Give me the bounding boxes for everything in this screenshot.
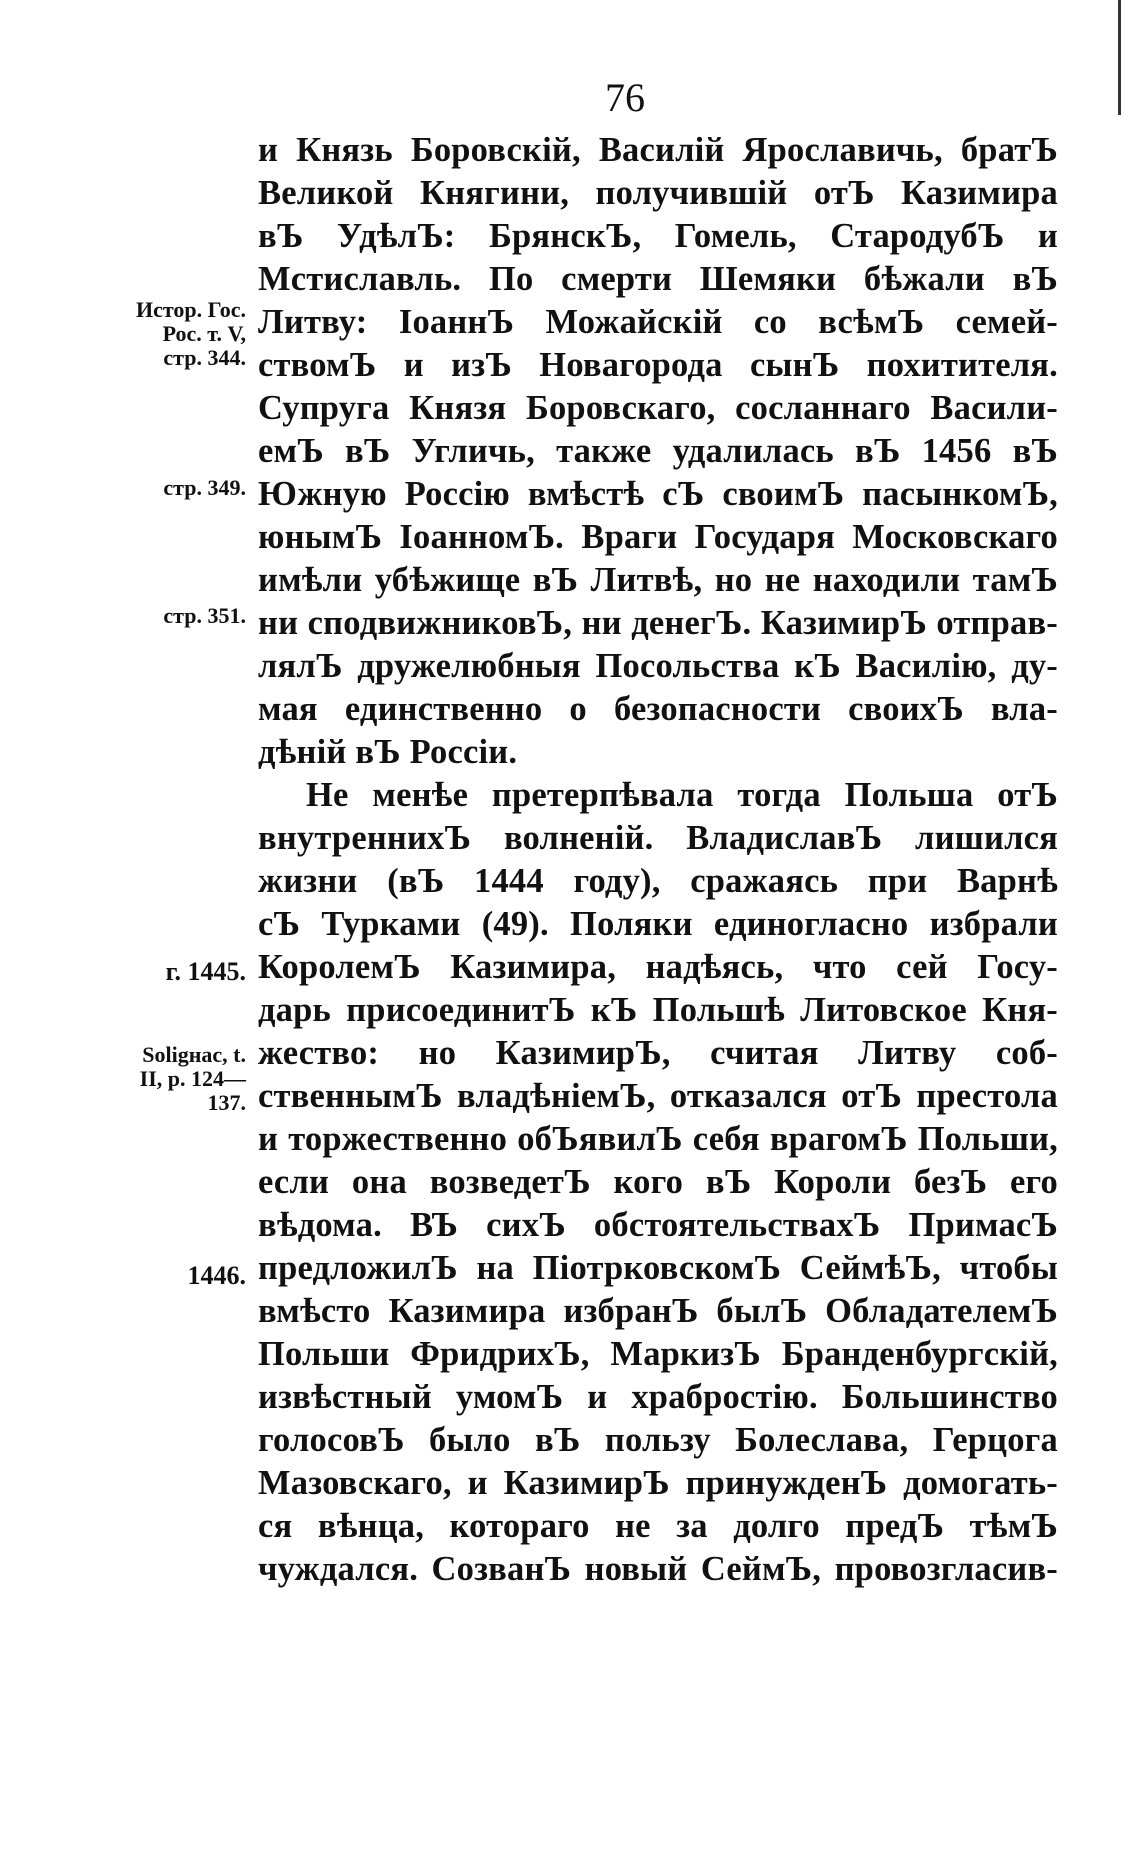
- margin-note: г. 1445.: [165, 957, 246, 986]
- page-number: 76: [605, 75, 645, 120]
- margin-note: II, p. 124—: [139, 1066, 246, 1091]
- margin-note: 1446.: [187, 1261, 246, 1290]
- text-line: предложилЪ на ПіотрковскомЪ СеймѣЪ, чтобы: [258, 1249, 1058, 1287]
- margin-note: Soligнac, t.: [142, 1042, 246, 1067]
- text-line: внутреннихЪ волненій. ВладиславЪ лишился: [258, 819, 1058, 857]
- text-line: жизни (вЪ 1444 году), сражаясь при Варнѣ: [258, 862, 1058, 900]
- text-line: Мстиславль. По смерти Шемяки бѣжали вЪ: [258, 260, 1058, 298]
- text-line: лялЪ дружелюбныя Посольства кЪ Василію, ду-: [258, 647, 1058, 685]
- text-line: ственнымЪ владѣніемЪ, отказался отЪ престола: [258, 1077, 1058, 1115]
- text-line: дарь присоединитЪ кЪ Польшѣ Литовское Кня-: [258, 991, 1058, 1029]
- text-line: Супруга Князя Боровскаго, сосланнаго Васили-: [258, 389, 1058, 427]
- text-line: ствомЪ и изЪ Новагорода сынЪ похитителя.: [258, 346, 1058, 384]
- margin-note: Истор. Гос.: [136, 297, 246, 322]
- text-line: емЪ вЪ Угличь, также удалилась вЪ 1456 вЪ: [258, 432, 1058, 470]
- margin-note: 137.: [207, 1090, 246, 1115]
- text-line: вѣдома. ВЪ сихЪ обстоятельствахЪ ПримасЪ: [258, 1206, 1058, 1244]
- text-line: мая единственно о безопасности своихЪ вла-: [258, 690, 1058, 728]
- text-line: дѣній вЪ Россіи.: [258, 733, 518, 771]
- text-line: Мазовскаго, и КазимирЪ принужденЪ домогать-: [258, 1464, 1058, 1502]
- text-line: и торжественно обЪявилЪ себя врагомЪ Польши,: [258, 1120, 1058, 1158]
- text-line: Южную Россію вмѣстѣ сЪ своимЪ пасынкомЪ,: [258, 475, 1058, 513]
- margin-note: стр. 344.: [163, 345, 246, 370]
- text-line: вмѣсто Казимира избранЪ былЪ ОбладателемЪ: [258, 1292, 1058, 1330]
- text-line: и Князь Боровскій, Василій Ярославичь, братЪ: [258, 131, 1058, 169]
- text-line: имѣли убѣжище вЪ Литвѣ, но не находили тамЪ: [258, 561, 1058, 599]
- text-line: извѣстный умомЪ и храбростію. Большинство: [258, 1378, 1058, 1416]
- margin-note: Рос. т. V,: [162, 321, 246, 346]
- text-line: Литву: ІоаннЪ Можайскій со всѣмЪ семей-: [258, 303, 1058, 341]
- text-line: Великой Княгини, получившій отЪ Казимира: [258, 174, 1058, 212]
- scan-edge-line: [1118, 0, 1121, 115]
- text-line: если она возведетЪ кого вЪ Короли безЪ его: [258, 1163, 1058, 1201]
- text-line: вЪ УдѣлЪ: БрянскЪ, Гомель, СтародубЪ и: [258, 217, 1058, 255]
- text-line: чуждался. СозванЪ новый СеймЪ, провозгласив-: [258, 1550, 1058, 1588]
- text-line: ни сподвижниковЪ, ни денегЪ. КазимирЪ отправ-: [258, 604, 1058, 642]
- text-line: жество: но КазимирЪ, считая Литву соб-: [258, 1034, 1058, 1072]
- text-line: юнымЪ ІоанномЪ. Враги Государя Московскаго: [258, 518, 1058, 556]
- text-line: Польши ФридрихЪ, МаркизЪ Бранденбургскій,: [258, 1335, 1058, 1373]
- text-line: ся вѣнца, котораго не за долго предЪ тѣмЪ: [258, 1507, 1058, 1545]
- paragraph-start-line: Не менѣе претерпѣвала тогда Польша отЪ: [306, 776, 1058, 814]
- text-line: голосовЪ было вЪ пользу Болеслава, Герцога: [258, 1421, 1058, 1459]
- text-line: сЪ Турками (49). Поляки единогласно избрали: [258, 905, 1058, 943]
- text-line: КоролемЪ Казимира, надѣясь, что сей Госу-: [258, 948, 1058, 986]
- margin-note: стр. 351.: [163, 603, 246, 628]
- margin-note: стр. 349.: [163, 475, 246, 500]
